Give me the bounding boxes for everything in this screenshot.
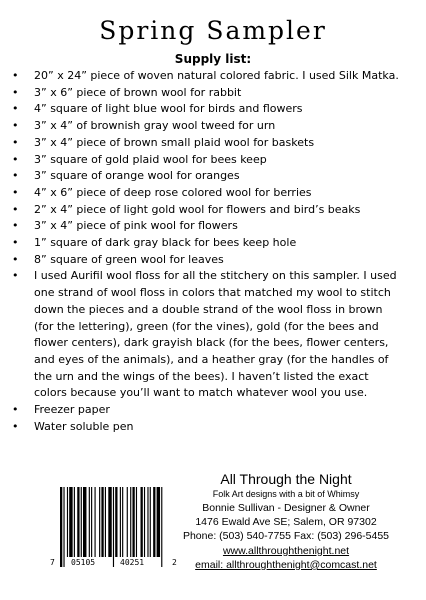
bullet: • bbox=[12, 69, 19, 82]
bullet: • bbox=[12, 219, 19, 233]
bullet: • bbox=[12, 202, 19, 216]
list-item-text: 3” x 4” piece of brown small plaid wool for baskets bbox=[34, 135, 315, 149]
supply-list-heading: Supply list: bbox=[174, 52, 252, 66]
bullet: • bbox=[12, 252, 19, 266]
barcode-bar bbox=[105, 487, 106, 557]
list-item bbox=[0, 202, 426, 219]
list-item bbox=[0, 118, 426, 135]
list-item-text: 3” x 4” of brownish gray wool tweed for urn bbox=[34, 119, 276, 133]
barcode-bar bbox=[108, 487, 111, 557]
barcode-bar bbox=[77, 487, 79, 557]
list-item bbox=[0, 101, 426, 118]
barcode-bar bbox=[69, 487, 72, 557]
barcode-bars bbox=[60, 487, 162, 567]
company-info bbox=[180, 470, 392, 572]
bullet: • bbox=[12, 269, 19, 283]
barcode-bar bbox=[161, 487, 162, 567]
company-tagline: Folk Art designs with a bit of Whimsy bbox=[212, 489, 360, 499]
barcode-bar bbox=[150, 487, 151, 557]
barcode-bar bbox=[67, 487, 68, 557]
barcode-bar bbox=[83, 487, 86, 557]
barcode-digit-left: 7 bbox=[50, 558, 55, 567]
supply-list bbox=[0, 68, 426, 435]
list-item bbox=[0, 168, 426, 185]
bullet: • bbox=[12, 236, 19, 250]
owner-line: Bonnie Sullivan - Designer & Owner bbox=[202, 502, 370, 514]
barcode-bar bbox=[89, 487, 90, 557]
bullet: • bbox=[12, 185, 19, 199]
barcode-bar bbox=[74, 487, 75, 557]
email-link[interactable]: email: allthroughthenight@comcast.net bbox=[195, 558, 377, 571]
barcode-bar bbox=[153, 487, 155, 557]
bullet: • bbox=[12, 152, 19, 166]
website-link[interactable]: www.allthroughthenight.net bbox=[222, 544, 350, 557]
bullet: • bbox=[12, 135, 19, 149]
barcode-bar bbox=[81, 487, 82, 557]
bullet: • bbox=[12, 419, 19, 433]
barcode-bar bbox=[95, 487, 96, 557]
barcode-bar bbox=[120, 487, 121, 557]
barcode-bar bbox=[141, 487, 143, 557]
list-item-text: 3” square of orange wool for oranges bbox=[34, 169, 240, 183]
barcode-bar bbox=[136, 487, 137, 557]
barcode-bar bbox=[115, 487, 117, 557]
barcode-digit-right: 2 bbox=[172, 558, 177, 567]
bullet: • bbox=[12, 403, 19, 417]
bullet: • bbox=[12, 102, 19, 116]
list-item bbox=[0, 135, 426, 152]
list-item bbox=[0, 185, 426, 202]
barcode-bar bbox=[122, 487, 123, 557]
barcode-bar bbox=[130, 487, 131, 557]
barcode-bar bbox=[132, 487, 134, 557]
barcode-digits-group1: 05105 bbox=[71, 558, 96, 567]
bullet: • bbox=[12, 85, 19, 99]
list-item-text: 4” square of light blue wool for birds and flowers bbox=[34, 102, 303, 116]
list-item-text: Freezer paper bbox=[34, 403, 110, 417]
list-item-text: 3” square of gold plaid wool for bees keep bbox=[34, 152, 267, 166]
page-title: Spring Sampler bbox=[99, 16, 327, 45]
phone-fax-line: Phone: (503) 540-7755 Fax: (503) 296-5455 bbox=[182, 530, 390, 543]
barcode-bar bbox=[91, 487, 92, 557]
list-item bbox=[0, 268, 426, 402]
list-item bbox=[0, 152, 426, 169]
list-item-text: 8” square of green wool for leaves bbox=[34, 252, 224, 266]
bullet: • bbox=[12, 169, 19, 183]
list-item-text: 2” x 4” piece of light gold wool for flowers and bird’s beaks bbox=[34, 202, 361, 216]
list-item-text: 3” x 6” piece of brown wool for rabbit bbox=[34, 85, 242, 99]
list-item bbox=[0, 235, 426, 252]
list-item-text: I used Aurifil wool floss for all the stitchery on this sampler. I used one strand of wool floss in colors that matched my wool to stitch down the pieces and a double strand of the wool floss in brown (for the lettering), green (for the vines), gold (for the bees and flower centers), dark grayish black (for the bees, flower centers, and eyes of the animals), and a heather gray (for the handles of the urn and the wings of the bees). I haven’t listed the exact colors because you’ll want to match whatever wool you use. bbox=[34, 269, 397, 400]
barcode-bar bbox=[63, 487, 64, 567]
barcode-bar bbox=[144, 487, 145, 557]
address-line: 1476 Ewald Ave SE; Salem, OR 97302 bbox=[195, 516, 377, 529]
list-item-text: 1” square of dark gray black for bees keep hole bbox=[34, 236, 297, 250]
barcode-bar bbox=[127, 487, 128, 557]
list-item-text: 3” x 4” piece of pink wool for flowers bbox=[34, 219, 238, 233]
list-item bbox=[0, 68, 426, 85]
barcode-bar bbox=[157, 487, 160, 557]
company-name: All Through the Night bbox=[220, 471, 352, 487]
list-item bbox=[0, 419, 426, 436]
barcode-bar bbox=[101, 487, 103, 557]
list-item-text: 20” x 24” piece of woven natural colored fabric. I used Silk Matka. bbox=[34, 69, 399, 82]
barcode-bar bbox=[60, 487, 62, 567]
list-item bbox=[0, 402, 426, 419]
barcode-digits-group2: 40251 bbox=[120, 558, 145, 567]
list-item-text: Water soluble pen bbox=[34, 419, 134, 433]
barcode-bar bbox=[113, 487, 114, 567]
list-item-text: 4” x 6” piece of deep rose colored wool for berries bbox=[34, 185, 312, 199]
list-item bbox=[0, 218, 426, 235]
barcode-bar bbox=[99, 487, 100, 557]
bullet: • bbox=[12, 119, 19, 133]
barcode-bar bbox=[147, 487, 148, 557]
list-item bbox=[0, 85, 426, 102]
list-item bbox=[0, 252, 426, 269]
